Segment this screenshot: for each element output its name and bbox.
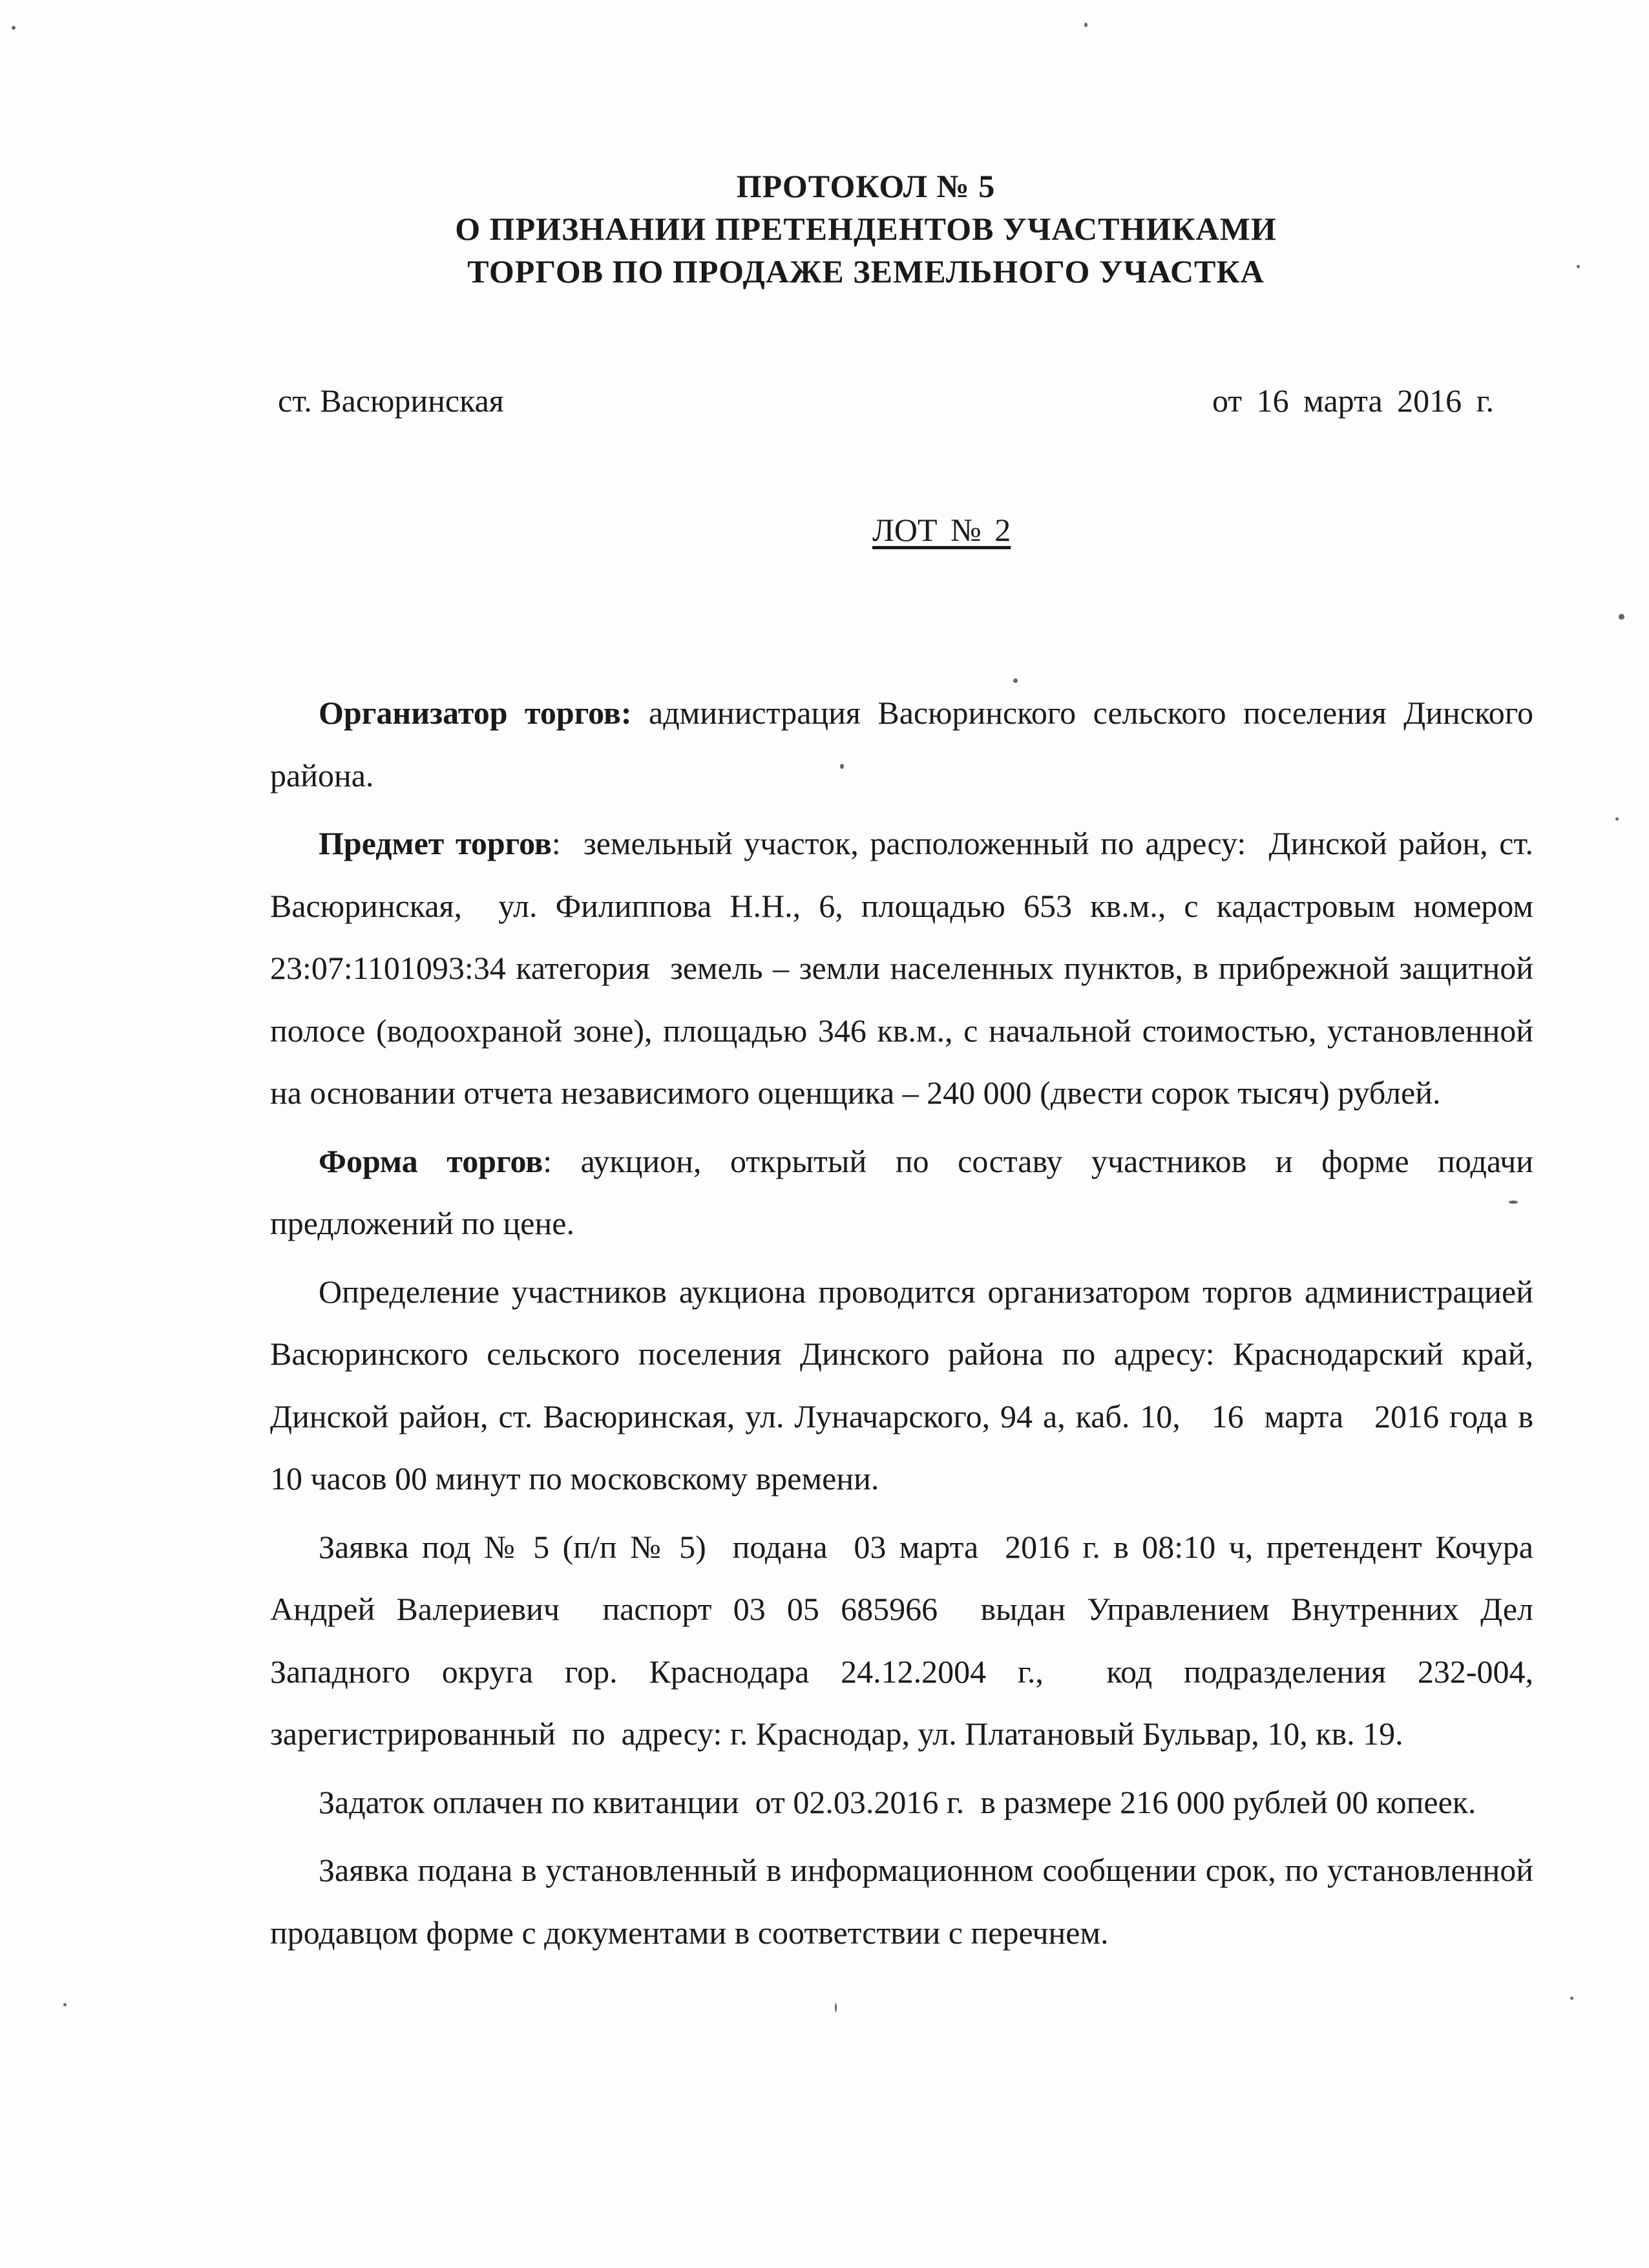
form-label: Форма торгов xyxy=(319,1142,543,1179)
deposit-paragraph: Задаток оплачен по квитанции от 02.03.2016 г. в размере 216 000 рублей 00 копеек. xyxy=(319,1783,1476,1820)
scan-speck xyxy=(835,2003,837,2012)
scan-speck xyxy=(840,764,844,769)
subject-text: : земельный участок, расположенный по адресу: Динской район, ст. Васюринская, ул. Филиппова Н.Н., 6, площадью 653 кв.м., с кадастровым номером 23:07:1101093:34 категория земель – земли населенных пунктов, в прибрежной защитной полосе (водоохраной зоне), площадью 346 кв.м., с начальной стоимостью, установленной на основании отчета независимого оценщика – 240 000 (двести сорок тысяч) рублей. xyxy=(270,825,1542,1111)
organizer-text: администрация Васюринского сельского поселения Динского района. xyxy=(270,695,1542,793)
form-text: : аукцион, открытый по составу участников и форме подачи предложений по цене. xyxy=(270,1142,1542,1241)
conclusion-paragraph: Заявка подана в установленный в информационном сообщении срок, по установленной продавцом форме с документами в соответствии с перечнем. xyxy=(270,1852,1542,1951)
scan-speck xyxy=(1577,265,1580,268)
scan-speck xyxy=(1619,614,1624,620)
scan-speck xyxy=(1084,23,1087,27)
protocol-body xyxy=(270,682,1549,1969)
date-label: от 16 марта 2016 г. xyxy=(1212,383,1494,419)
scan-speck xyxy=(1615,817,1619,821)
title-line-3: ТОРГОВ ПО ПРОДАЖЕ ЗЕМЕЛЬНОГО УЧАСТКА xyxy=(467,253,1265,289)
scan-speck xyxy=(12,26,16,30)
scan-speck xyxy=(1570,1997,1573,2000)
subject-paragraph xyxy=(270,812,1542,1124)
title-line-2: О ПРИЗНАНИИ ПРЕТЕНДЕНТОВ УЧАСТНИКАМИ xyxy=(455,211,1277,247)
scan-speck xyxy=(63,2003,67,2006)
protocol-title xyxy=(258,165,1473,293)
place-label: ст. Васюринская xyxy=(278,383,504,419)
application-paragraph: Заявка под № 5 (п/п № 5) подана 03 марта 2016 г. в 08:10 ч, претендент Кочура Андрей Валериевич паспорт 03 05 685966 выдан Управлением Внутренних Дел Западного округа гор. Краснодара 24.12.2004 г., код подразделения 232-004, зарегистрированный по адресу: г. Краснодар, ул. Платановый Бульвар, 10, кв. 19. xyxy=(270,1528,1542,1752)
scan-speck xyxy=(1013,678,1018,683)
scan-speck xyxy=(1509,1201,1518,1204)
form-paragraph xyxy=(270,1130,1542,1255)
definition-paragraph: Определение участников аукциона проводится организатором торгов администрацией Васюринского сельского поселения Динского района по адресу: Краснодарский край, Динской район, ст. Васюринская, ул. Луначарского, 94 а, каб. 10, 16 марта 2016 года в 10 часов 00 минут по московскому времени. xyxy=(270,1273,1549,1496)
title-line-1: ПРОТОКОЛ № 5 xyxy=(736,168,996,204)
organizer-label: Организатор торгов: xyxy=(319,695,632,731)
organizer-paragraph xyxy=(270,682,1542,806)
lot-heading: ЛОТ № 2 xyxy=(872,512,1011,548)
subject-label: Предмет торгов xyxy=(319,825,552,861)
